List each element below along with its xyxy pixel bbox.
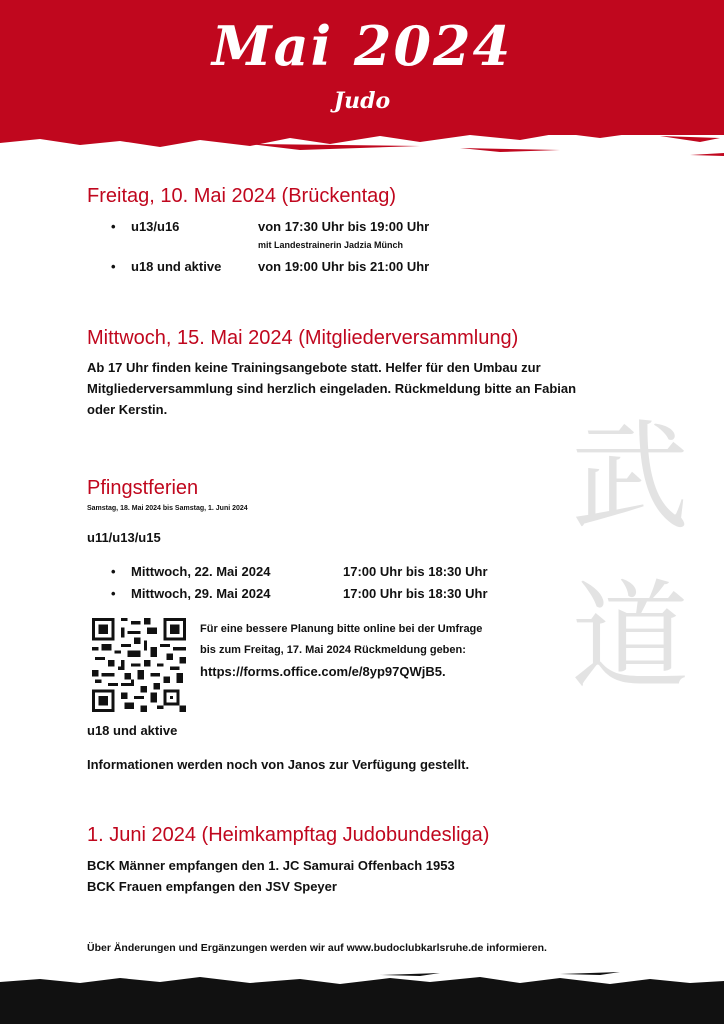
list-item-time: 17:00 Uhr bis 18:30 Uhr [343,564,488,579]
paragraph-line: BCK Frauen empfangen den JSV Speyer [87,879,337,894]
section-title-pfingstferien: Pfingstferien [87,477,199,499]
list-item-group: • u18 und aktive [131,259,221,274]
paragraph-line: Ab 17 Uhr finden keine Trainingsangebote statt. Helfer für den Umbau zur [87,360,541,375]
page-title: Mai 2024 [211,14,513,78]
kanji-bu: 武 [570,408,689,546]
section-title-mitgliederversammlung: Mittwoch, 15. Mai 2024 (Mitgliederversammlung) [87,327,519,349]
section-title-brueckentag: Freitag, 10. Mai 2024 (Brückentag) [87,185,397,207]
footer-note: Über Änderungen und Ergänzungen werden wir auf www.budoclubkarlsruhe.de informieren. [87,942,547,954]
brush-edge-top [0,120,724,165]
section-title-heimkampftag: 1. Juni 2024 (Heimkampftag Judobundesliga) [87,824,490,846]
list-item-day: • Mittwoch, 29. Mai 2024 [131,586,270,601]
group-label-youth: u11/u13/u15 [87,530,161,545]
survey-link[interactable]: https://forms.office.com/e/8yp97QWjB5. [200,664,446,679]
page-subtitle: Judo [333,88,391,114]
list-item-time: von 17:30 Uhr bis 19:00 Uhr [258,219,430,234]
survey-text [200,619,482,682]
adults-info: Informationen werden noch von Janos zur Verfügung gestellt. [87,757,470,772]
list-item-note: mit Landestrainerin Jadzia Münch [258,240,404,250]
header-banner [0,0,724,135]
survey-qr-code[interactable] [92,618,186,712]
mitgliederversammlung-text [87,357,647,420]
list-item-day: • Mittwoch, 22. Mai 2024 [131,564,270,579]
paragraph-line: Mitgliederversammlung sind herzlich eingeladen. Rückmeldung bitte an Fabian [87,381,577,396]
pfingstferien-dates: Samstag, 18. Mai 2024 bis Samstag, 1. Juni 2024 [87,505,248,512]
survey-line: Für eine bessere Planung bitte online bei der Umfrage [200,623,483,635]
list-item-time: 17:00 Uhr bis 18:30 Uhr [343,586,488,601]
brush-edge-bottom [0,965,724,1024]
paragraph-line: BCK Männer empfangen den 1. JC Samurai Offenbach 1953 [87,858,455,873]
kanji-do: 道 [570,568,689,706]
paragraph-line: oder Kerstin. [87,402,168,417]
heimkampftag-text [87,855,647,897]
group-label-adults: u18 und aktive [87,723,178,738]
list-item-group: • u13/u16 [131,219,179,234]
survey-line: bis zum Freitag, 17. Mai 2024 Rückmeldung geben: [200,644,466,656]
list-item-time: von 19:00 Uhr bis 21:00 Uhr [258,259,430,274]
